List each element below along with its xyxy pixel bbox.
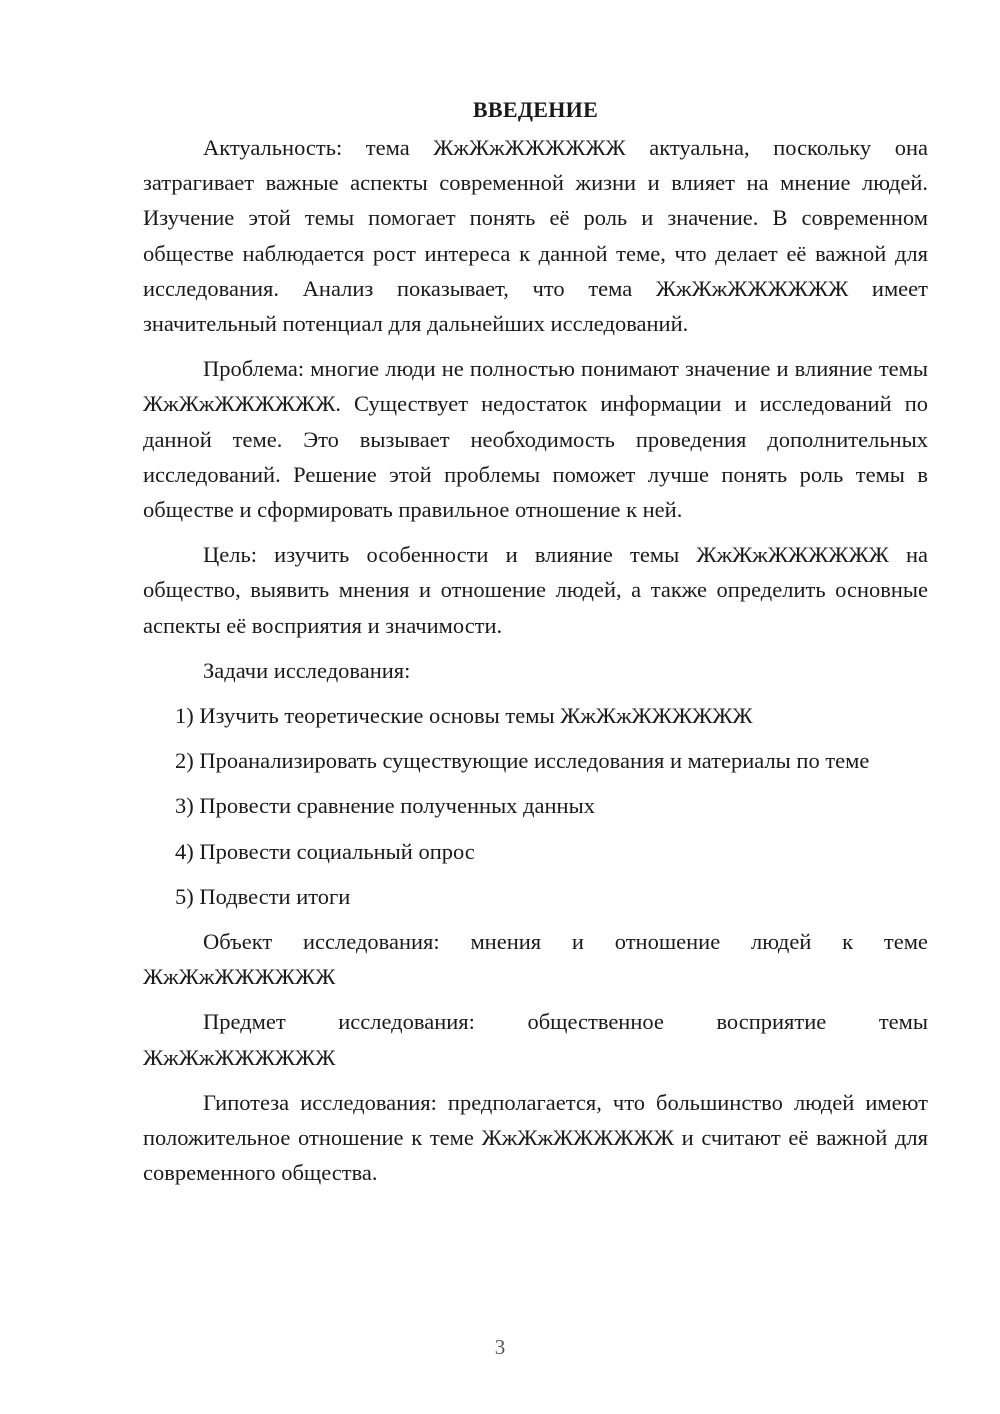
object-word: к [842,929,854,955]
object-word: отношение [614,929,721,955]
subject-word: Предмет [203,1009,286,1035]
task-item-5: 5) Подвести итоги [175,883,351,909]
object-word: и [571,929,584,955]
object-word: мнения [470,929,542,955]
object-paragraph [143,924,928,994]
task-item-3: 3) Провести сравнение полученных данных [175,793,595,819]
task-item-2: 2) Проанализировать существующие исследования и материалы по теме [175,748,870,774]
goal-paragraph: Цель: изучить особенности и влияние темы ЖжЖжЖЖЖЖЖЖ на общество, выявить мнения и отношение людей, а также определить основные аспекты её восприятия и значимости. [143,542,928,638]
subject-word: темы [878,1009,928,1035]
tasks-heading: Задачи исследования: [203,657,411,683]
object-word: теме [883,929,928,955]
subject-tail: ЖжЖжЖЖЖЖЖЖ [143,1044,336,1070]
task-item-1: 1) Изучить теоретические основы темы ЖжЖжЖЖЖЖЖЖ [175,703,753,729]
hypothesis-paragraph: Гипотеза исследования: предполагается, что большинство людей имеют положительное отношение к теме ЖжЖжЖЖЖЖЖЖ и считают её важной для современного общества. [143,1089,928,1186]
object-line [143,924,928,959]
subject-word: исследования: [338,1009,475,1035]
subject-word: восприятие [716,1009,827,1035]
object-word: исследования: [303,929,440,955]
object-tail: ЖжЖжЖЖЖЖЖЖ [143,964,336,990]
subject-paragraph [143,1004,928,1074]
document-page [143,95,928,1200]
subject-line [143,1004,928,1039]
section-title: ВВЕДЕНИЕ [472,97,599,122]
object-word: людей [751,929,812,955]
task-item-4: 4) Провести социальный опрос [175,838,475,864]
object-word: Объект [203,929,273,955]
problem-paragraph: Проблема: многие люди не полностью понимают значение и влияние темы ЖжЖжЖЖЖЖЖЖ. Существует недостаток информации и исследований по данной теме. Это вызывает необходимость проведения дополнительных исследований. Решение этой проблемы поможет лучше понять роль темы в обществе и сформировать правильное отношение к ней. [143,356,928,523]
relevance-paragraph: Актуальность: тема ЖжЖжЖЖЖЖЖЖ актуальна, поскольку она затрагивает важные аспекты современной жизни и влияет на мнение людей. Изучение этой темы помогает понять её роль и значение. В современном обществе наблюдается рост интереса к данной теме, что делает её важной для исследования. Анализ показывает, что тема ЖжЖжЖЖЖЖЖЖ имеет значительный потенциал для дальнейших исследований. [143,135,928,337]
subject-word: общественное [527,1009,664,1035]
page-number: 3 [494,1335,506,1359]
